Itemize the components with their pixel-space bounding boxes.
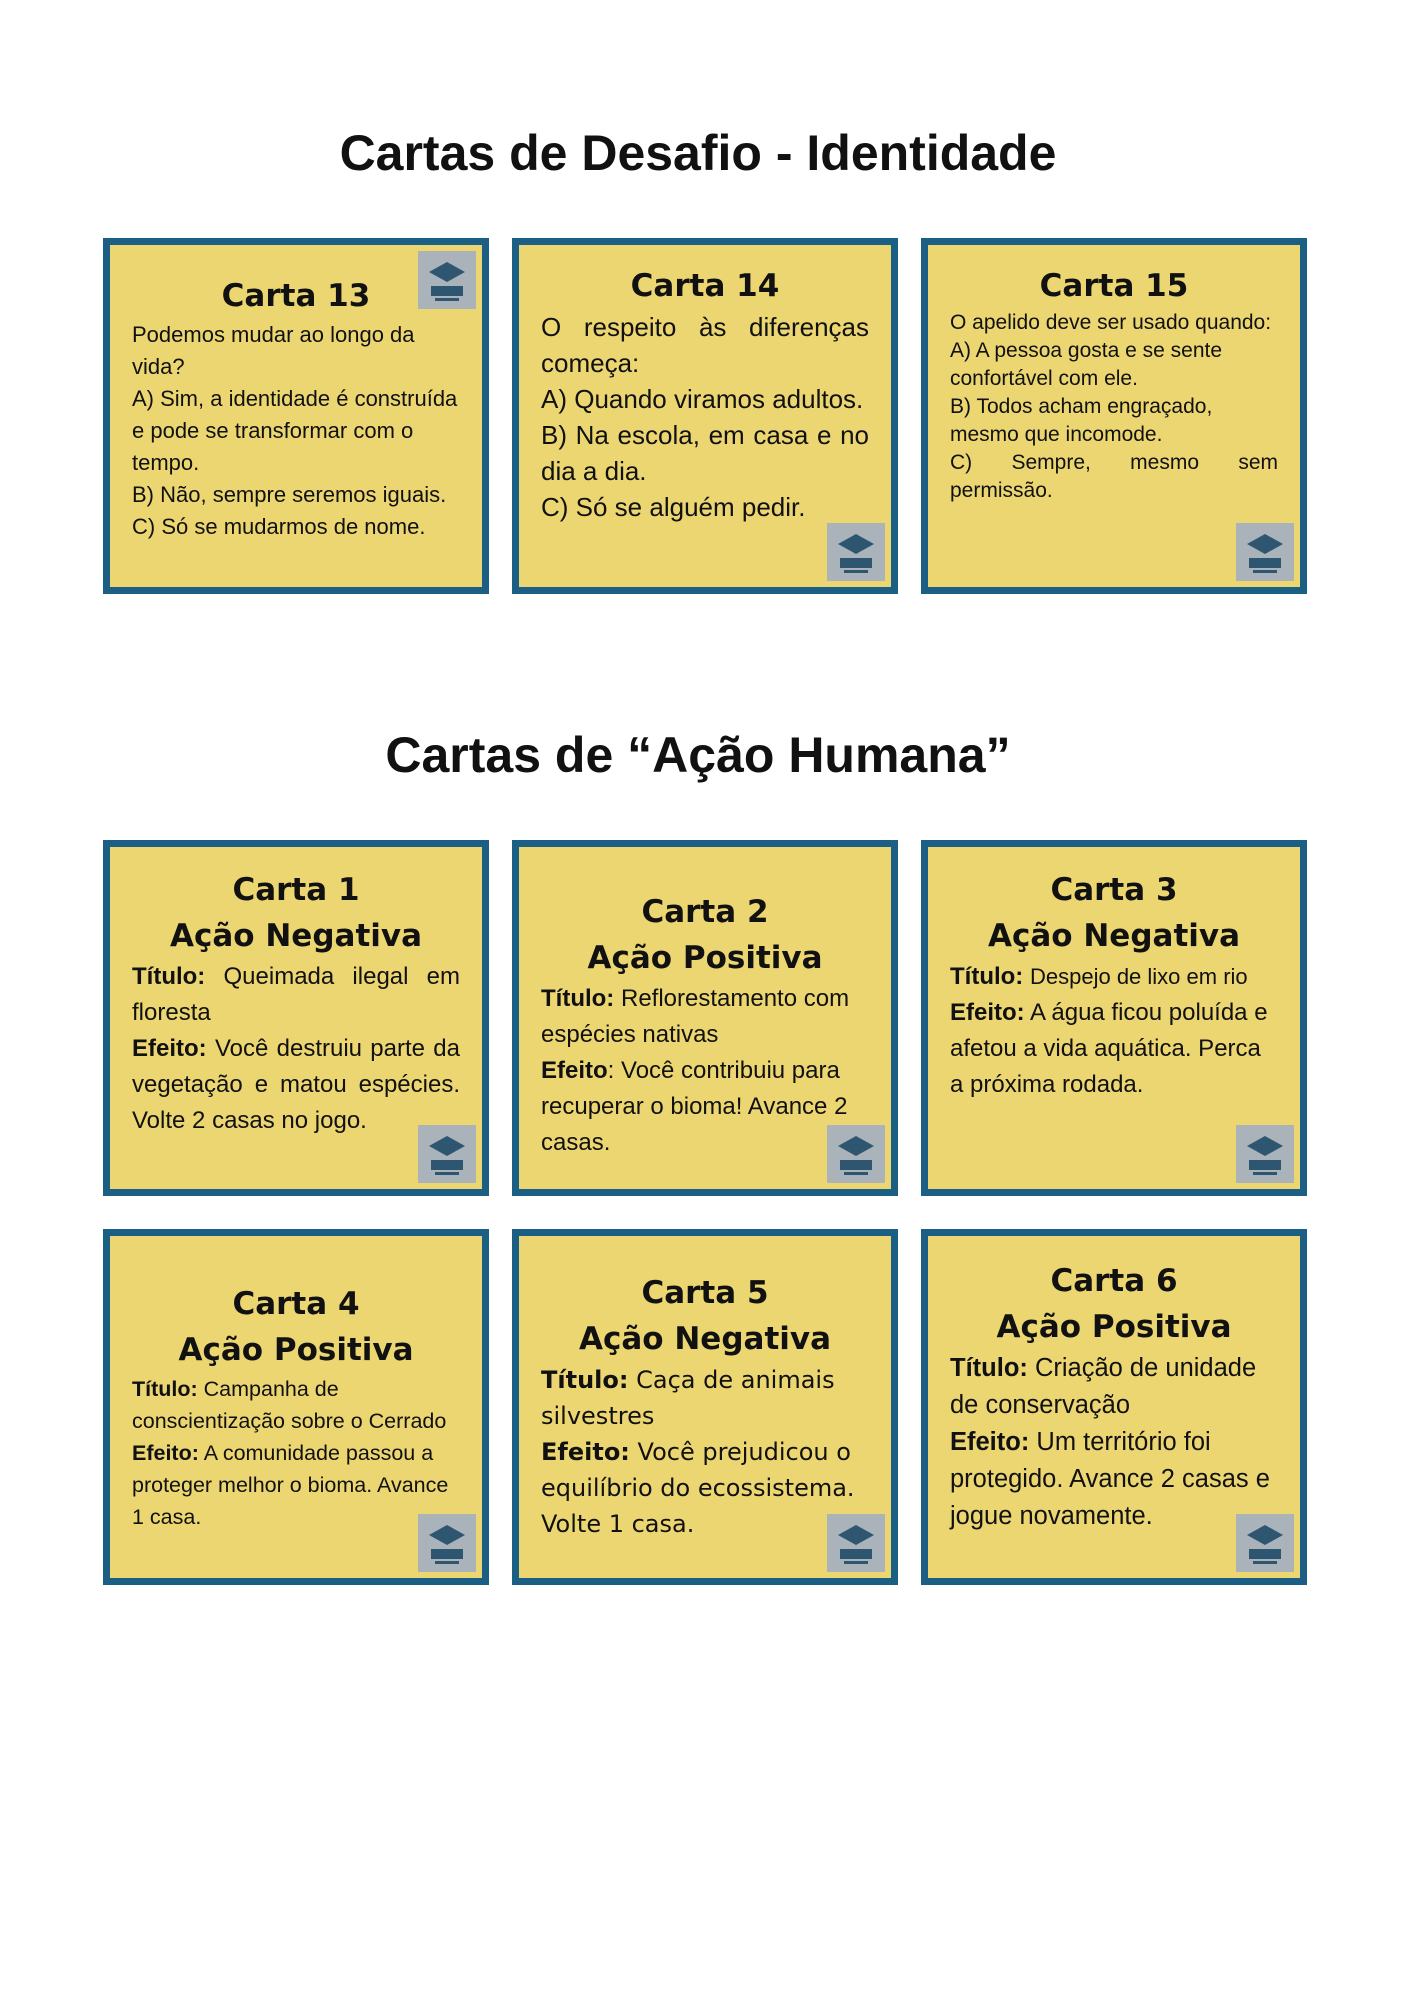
card-option-c: C) Só se alguém pedir. <box>541 492 806 522</box>
card-question: O respeito às diferenças começa: <box>541 312 869 378</box>
card-subtitle: Ação Positiva <box>996 1309 1232 1345</box>
card-option-a: A) Quando viramos adultos. <box>541 384 864 414</box>
effect-text: Um território foi protegido. Avance 2 casas e jogue novamente. <box>950 1428 1270 1530</box>
title-text: Criação de unidade de conservação <box>950 1354 1257 1419</box>
card-option-c: C) Sempre, mesmo sem permissão. <box>950 451 1278 502</box>
effect-text: Você prejudicou o equilíbrio do ecossistema. Volte 1 casa. <box>541 1438 855 1538</box>
card-option-b: B) Não, sempre seremos iguais. <box>132 482 447 507</box>
title-text: Caça de animais silvestres <box>541 1366 835 1430</box>
effect-label: Efeito: <box>541 1438 630 1466</box>
card-title: Carta 6 <box>1050 1263 1178 1299</box>
title-label: Título: <box>950 1354 1028 1382</box>
card-subtitle: Ação Positiva <box>178 1332 414 1368</box>
action-card-3 <box>921 840 1307 1196</box>
title-label: Título: <box>132 963 206 990</box>
action-card-6 <box>921 1229 1307 1585</box>
title-text: Campanha de conscientização sobre o Cerrado <box>132 1377 447 1433</box>
card-subtitle: Ação Negativa <box>578 1321 832 1357</box>
title-label: Título: <box>541 1366 629 1394</box>
card-title: Carta 1 <box>232 872 360 908</box>
card-title: Carta 4 <box>232 1286 360 1322</box>
effect-text: Você destruiu parte da vegetação e matou espécies. Volte 2 casas no jogo. <box>132 1035 460 1134</box>
challenge-card-13 <box>103 238 489 594</box>
card-title: Carta 15 <box>1039 268 1189 304</box>
action-card-5 <box>512 1229 898 1585</box>
card-option-a: A) Sim, a identidade é construída e pode se transformar com o tempo. <box>132 386 458 475</box>
card-question: Podemos mudar ao longo da vida? <box>132 322 415 379</box>
card-subtitle: Ação Positiva <box>587 940 823 976</box>
action-card-4 <box>103 1229 489 1585</box>
card-title: Carta 13 <box>221 278 371 314</box>
title-label: Título: <box>132 1377 198 1401</box>
school-logo-icon <box>1236 1514 1294 1572</box>
school-logo-icon <box>418 1125 476 1183</box>
school-logo-icon <box>827 523 885 581</box>
card-option-b: B) Todos acham engraçado, mesmo que incomode. <box>950 395 1213 446</box>
effect-text: : Você contribuiu para recuperar o bioma! Avance 2 casas. <box>541 1057 848 1156</box>
effect-text: A comunidade passou a proteger melhor o bioma. Avance 1 casa. <box>132 1441 449 1529</box>
school-logo-icon <box>1236 523 1294 581</box>
effect-label: Efeito <box>541 1057 608 1084</box>
school-logo-icon <box>418 1514 476 1572</box>
effect-label: Efeito: <box>950 1428 1030 1456</box>
action-card-1 <box>103 840 489 1196</box>
card-subtitle: Ação Negativa <box>987 918 1241 954</box>
school-logo-icon <box>827 1125 885 1183</box>
challenge-card-14 <box>512 238 898 594</box>
title-label: Título: <box>541 985 615 1012</box>
effect-label: Efeito: <box>950 999 1025 1026</box>
school-logo-icon <box>418 251 476 309</box>
section-heading-identidade: Cartas de Desafio - Identidade <box>339 125 1057 181</box>
school-logo-icon <box>1236 1125 1294 1183</box>
effect-text: A água ficou poluída e afetou a vida aquática. Perca a próxima rodada. <box>950 999 1268 1098</box>
effect-label: Efeito: <box>132 1441 199 1465</box>
title-text: Reflorestamento com espécies nativas <box>541 985 850 1048</box>
title-label: Título: <box>950 963 1024 990</box>
card-title: Carta 2 <box>641 894 769 930</box>
card-option-c: C) Só se mudarmos de nome. <box>132 514 426 539</box>
card-question: O apelido deve ser usado quando: <box>950 311 1272 334</box>
effect-label: Efeito: <box>132 1035 207 1062</box>
section-heading-acao-humana: Cartas de “Ação Humana” <box>385 727 1011 783</box>
card-title: Carta 14 <box>630 268 780 304</box>
card-subtitle: Ação Negativa <box>169 918 423 954</box>
card-option-b: B) Na escola, em casa e no dia a dia. <box>541 420 869 486</box>
card-option-a: A) A pessoa gosta e se sente confortável com ele. <box>950 339 1223 390</box>
title-text: Queimada ilegal em floresta <box>132 963 461 1026</box>
school-logo-icon <box>827 1514 885 1572</box>
title-text: Despejo de lixo em rio <box>1029 964 1248 989</box>
card-title: Carta 5 <box>641 1275 769 1311</box>
action-card-2 <box>512 840 898 1196</box>
challenge-card-15 <box>921 238 1307 594</box>
card-title: Carta 3 <box>1050 872 1178 908</box>
